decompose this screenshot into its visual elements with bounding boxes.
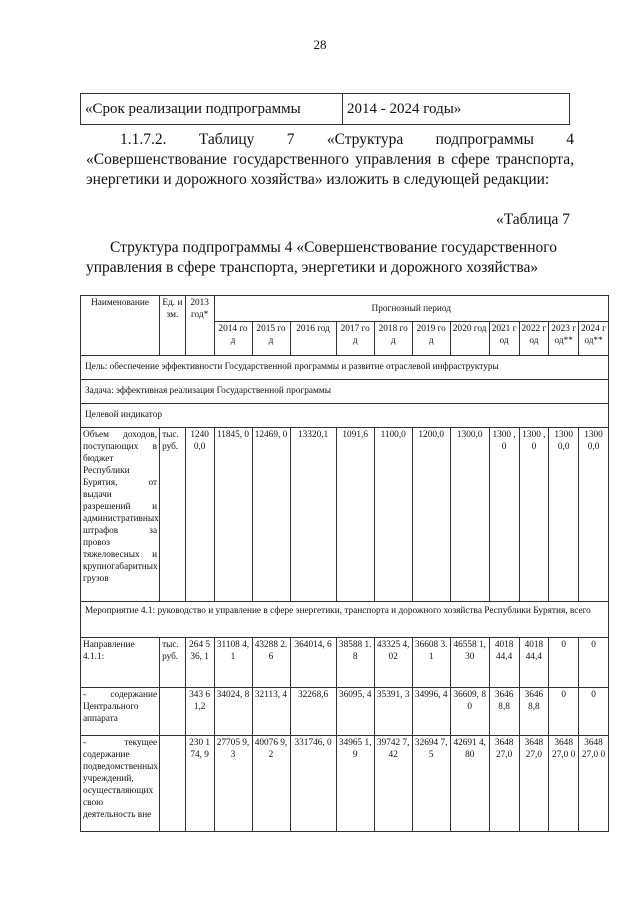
cell: 13320,1 [290,428,336,602]
cell: 43325 4,02 [374,638,412,688]
row-unit: тыс. руб. [160,638,186,688]
cell: 12469, 0 [252,428,290,602]
cell: 3648 27,0 [519,736,549,832]
cell: 1091,6 [336,428,374,602]
header-year: 2019 год [412,322,450,356]
cell: 1100,0 [374,428,412,602]
cell: 0 [579,688,609,736]
header-year: 2024 год** [579,322,609,356]
header-year: 2017 год [336,322,374,356]
cell: 1300 ,0 [519,428,549,602]
cell: 1300 ,0 [489,428,519,602]
cell: 32694 7,5 [412,736,450,832]
header-year: 2023 год** [549,322,579,356]
cell: 42691 4,80 [450,736,489,832]
header-forecast: Прогнозный период [214,296,609,322]
cell: 230 174, 9 [185,736,214,832]
cell: 38588 1.8 [336,638,374,688]
cell: 0 [549,638,579,688]
cell: 264 536, 1 [185,638,214,688]
table-row [81,688,609,736]
header-year: 2016 год [290,322,336,356]
indicator-name: Объем доходов, поступающих в бюджет Республики Бурятия, от выдачи разрешений и административных штрафов за провоз тяжеловесных и крупногабаритных грузов [81,428,160,602]
cell: 34965 1,9 [336,736,374,832]
cell: 46558 1,30 [450,638,489,688]
measure-row: Мероприятие 4.1: руководство и управление в сфере энергетики, транспорта и дорожного хозяйства Республики Бурятия, всего [81,602,609,638]
cell: 40076 9,2 [252,736,290,832]
cell: 36095, 4 [336,688,374,736]
cell: 0 [549,688,579,736]
header-year: 2020 год [450,322,489,356]
cell: 3646 8,8 [489,688,519,736]
header-base-year: 2013 год* [185,296,214,356]
term-label: «Срок реализации подпрограммы [81,94,343,124]
header-name: Наименование [81,296,160,356]
table-row [81,736,609,832]
cell: 1300 0,0 [579,428,609,602]
cell: 0 [579,638,609,688]
table-title: Структура подпрограммы 4 «Совершенствование государственного управления в сфере транспорта, энергетики и дорожного хозяйства» [86,239,557,276]
table-row [81,638,609,688]
task-row: Задача: эффективная реализация Государственной программы [81,380,609,404]
cell: 343 61,2 [185,688,214,736]
indicator-header-row: Целевой индикатор [81,404,609,428]
header-year: 2015 год [252,322,290,356]
cell: 32268,6 [290,688,336,736]
term-value: 2014 - 2024 годы» [347,100,462,117]
page-number: 28 [313,37,327,52]
row-name: Направление 4.1.1: [81,638,160,688]
row-name: - содержание Центрального аппарата [81,688,160,736]
goal-row: Цель: обеспечение эффективности Государственной программы и развитие отраслевой инфраструктуры [81,356,609,380]
cell: 34024, 8 [214,688,252,736]
cell: 3648 27,0 [489,736,519,832]
cell: 3646 8,8 [519,688,549,736]
table-number: «Таблица 7 [495,211,570,228]
indicator-unit: тыс. руб. [160,428,186,602]
cell: 31108 4,1 [214,638,252,688]
cell: 11845, 0 [214,428,252,602]
cell: 4018 44,4 [519,638,549,688]
cell: 3648 27,0 0 [549,736,579,832]
cell: 1300 0,0 [549,428,579,602]
cell: 1200,0 [412,428,450,602]
cell: 36608 3.1 [412,638,450,688]
structure-table [80,295,609,832]
cell: 4018 44,4 [489,638,519,688]
header-year: 2021 год [489,322,519,356]
cell: 39742 7,42 [374,736,412,832]
cell: 364014, 6 [290,638,336,688]
cell: 36609, 80 [450,688,489,736]
cell: 32113, 4 [252,688,290,736]
cell: 43288 2.6 [252,638,290,688]
amendment-paragraph: 1.1.7.2. Таблицу 7 «Структура подпрограммы 4 «Совершенствование государственного управления в сфере транспорта, энергетики и дорожного хозяйства» изложить в следующей редакции: [86,131,574,188]
cell: 27705 9,3 [214,736,252,832]
header-year: 2014 год [214,322,252,356]
cell: 331746, 0 [290,736,336,832]
cell: 35391, 3 [374,688,412,736]
cell: 3648 27,0 0 [579,736,609,832]
row-name: - текущее содержание подведомственных учреждений, осуществляющих свою деятельность вне [81,736,160,832]
header-unit: Ед. изм. [160,296,186,356]
header-year: 2022 год [519,322,549,356]
row-unit [160,736,186,832]
cell: 1240 0,0 [185,428,214,602]
term-table [80,93,570,125]
table-row [81,428,609,602]
header-year: 2018 год [374,322,412,356]
cell: 1300,0 [450,428,489,602]
cell: 34996, 4 [412,688,450,736]
row-unit [160,688,186,736]
